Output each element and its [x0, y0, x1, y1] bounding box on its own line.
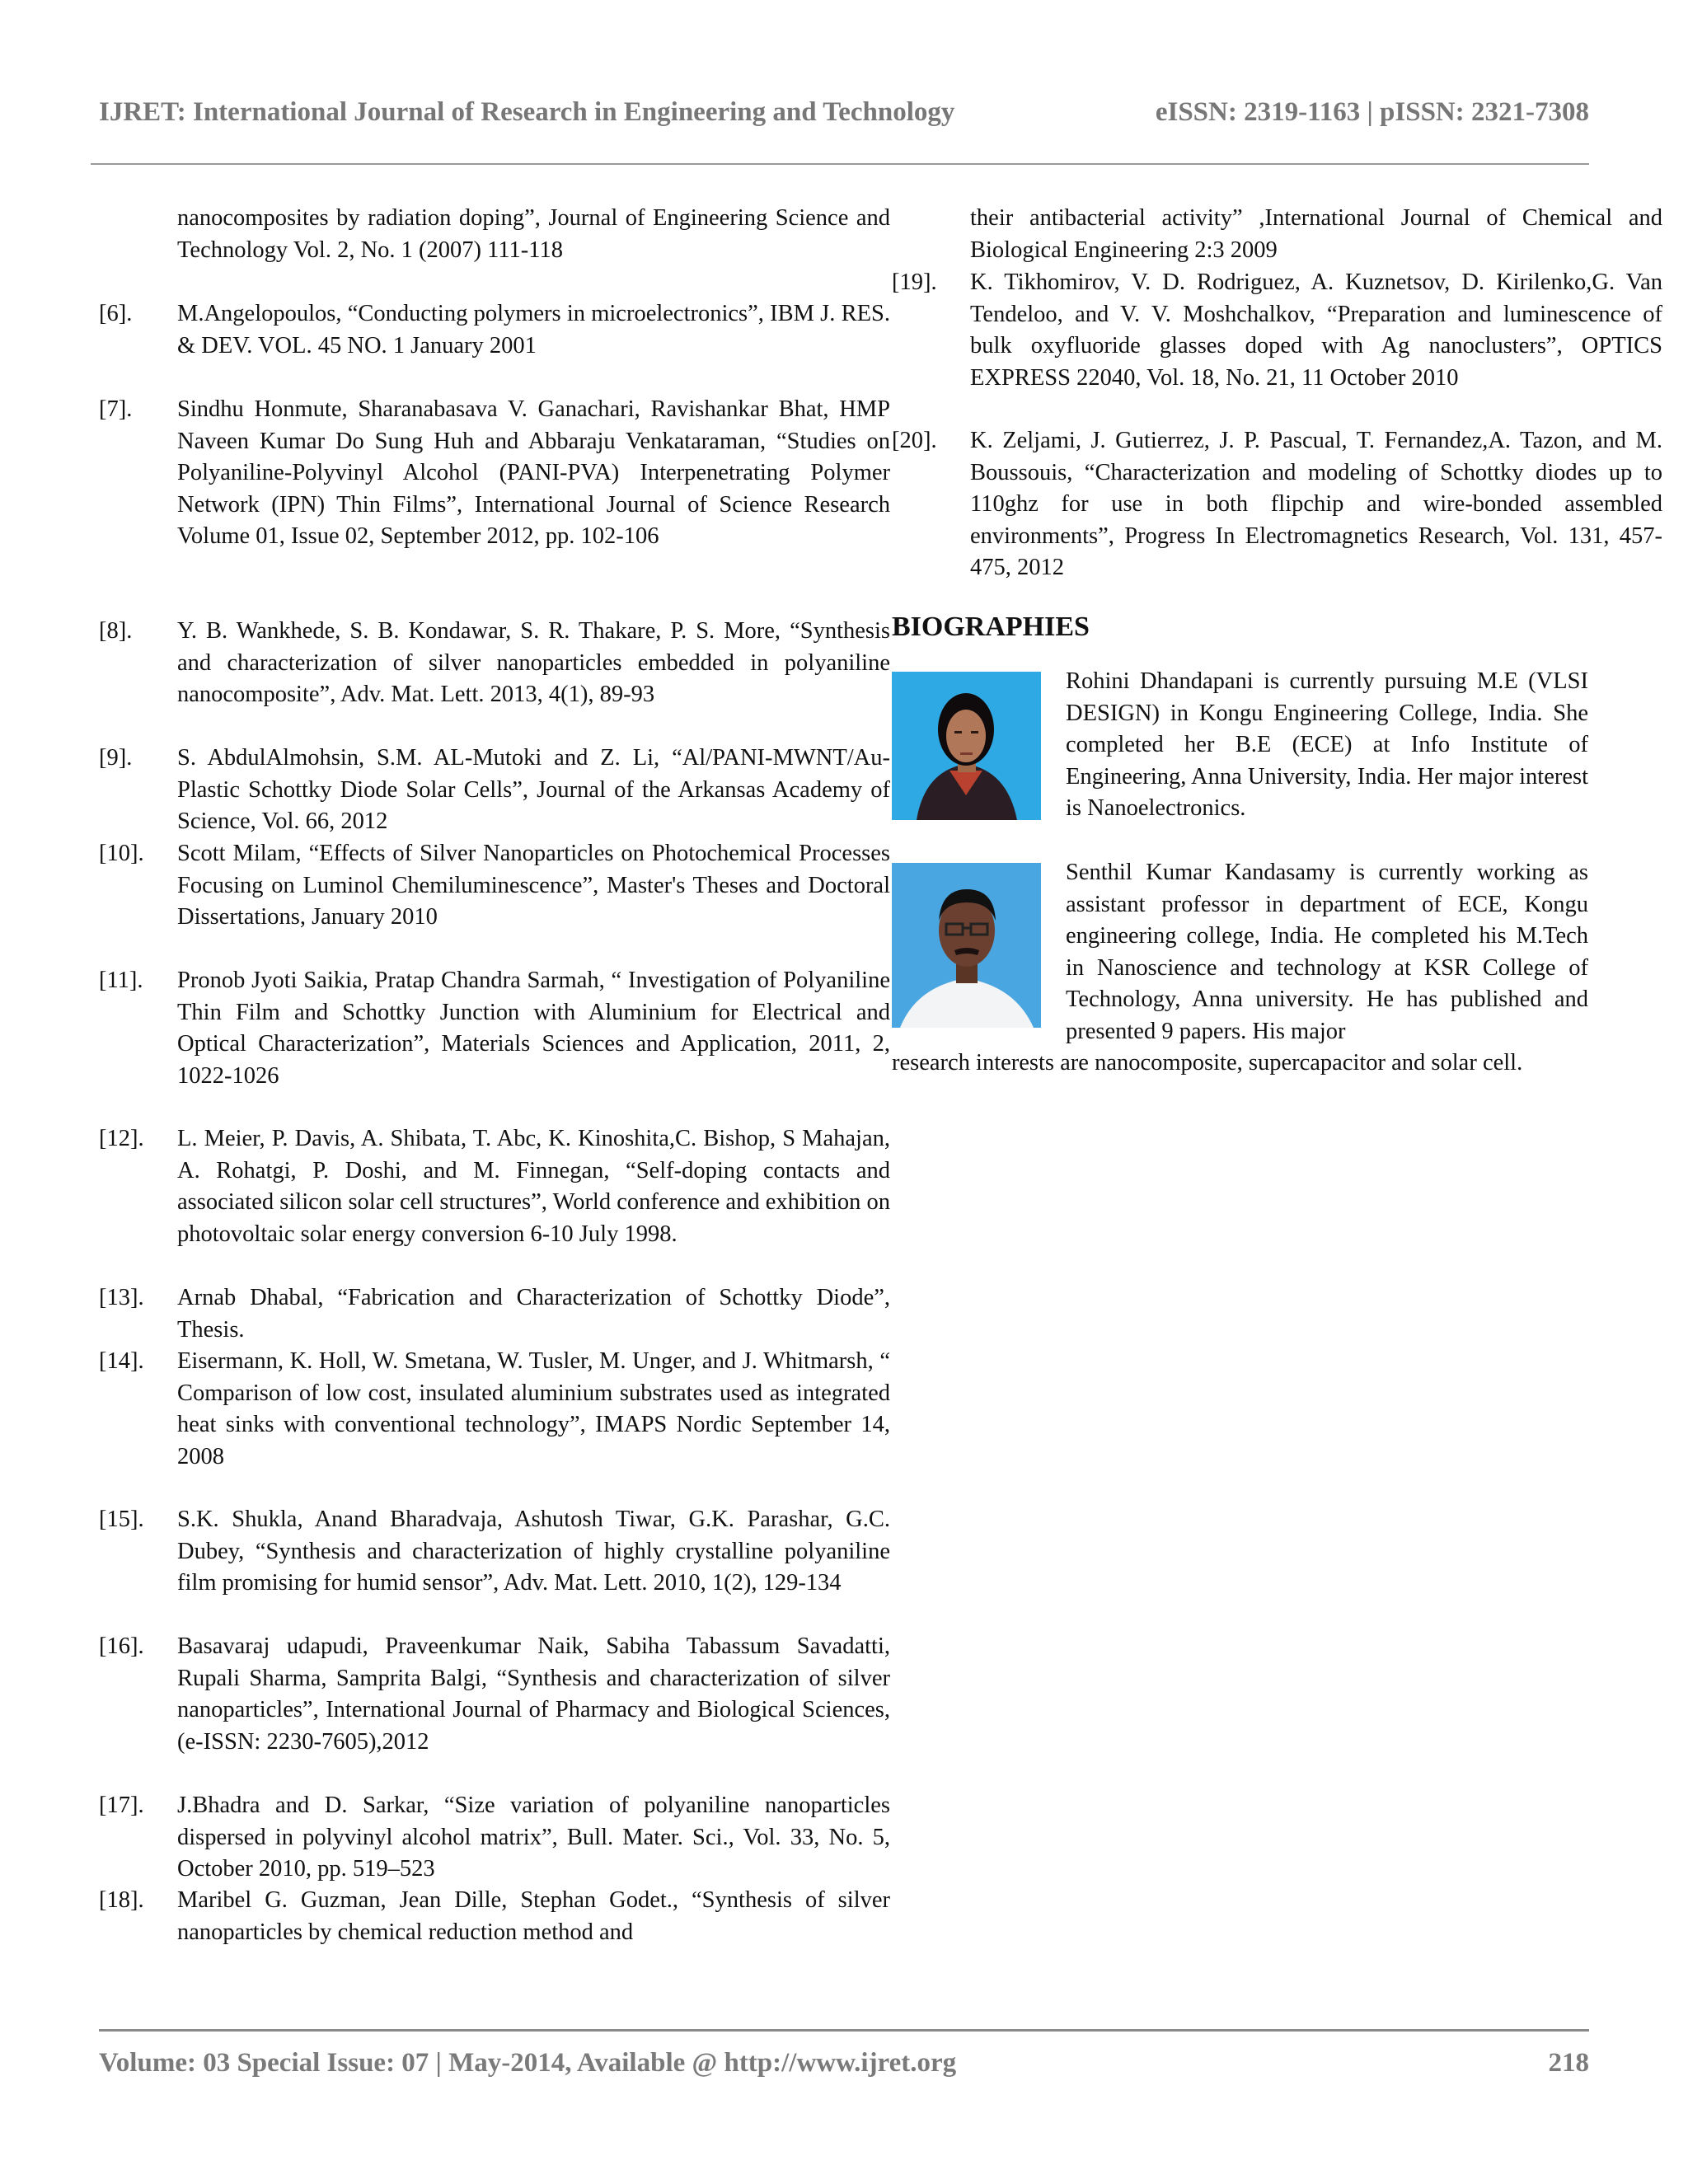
reference-text: Maribel G. Guzman, Jean Dille, Stephan Godet., “Synthesis of silver nanoparticles by chemical reduction method and: [177, 1887, 890, 1945]
bio-rohini-text: Rohini Dhandapani is currently pursuing M.E (VLSI DESIGN) in Kongu Engineering College, India. She completed her B.E (ECE) at Info Institute of Engineering, Anna University, India. Her major interest is Nanoelectronics.: [1066, 668, 1588, 821]
author-photo-senthil: [892, 863, 1041, 1028]
reference-number: [9].: [99, 745, 133, 771]
bio-senthil-text: Senthil Kumar Kandasamy is currently working as assistant professor in department of ECE, Kongu engineering college, India. He completed his M.Tech in Nanoscience and technology at KSR College of Technology, Anna university. He has published and presented 9 papers. His major: [1066, 860, 1588, 1044]
reference-number: [14].: [99, 1348, 144, 1374]
portrait-woman-image: [892, 672, 1041, 820]
author-photo-rohini: [892, 672, 1041, 820]
journal-title: IJRET: International Journal of Research in Engineering and Technology: [99, 97, 955, 127]
reference-number: [7].: [99, 396, 133, 422]
reference-text: K. Tikhomirov, V. D. Rodriguez, A. Kuznetsov, D. Kirilenko,G. Van Tendeloo, and V. V. Moshchalkov, “Preparation and luminescence of bulk oxyfluoride glasses doped with Ag nanoclusters”, OPTICS EXPRESS 22040, Vol. 18, No. 21, 11 October 2010: [970, 269, 1662, 391]
reference-text: K. Zeljami, J. Gutierrez, J. P. Pascual, T. Fernandez,A. Tazon, and M. Boussouis, “Characterization and modeling of Schottky diodes up to 110ghz for use in both flipchip and wire-bonded assembled environments”, Progress In Electromagnetics Research, Vol. 131, 457-475, 2012: [970, 428, 1662, 580]
reference-number: [15].: [99, 1507, 144, 1532]
page-header: [99, 97, 1589, 137]
reference-number: [10].: [99, 841, 144, 866]
reference-number: [20].: [892, 428, 937, 453]
reference-number: [16].: [99, 1633, 144, 1659]
volume-info: Volume: 03 Special Issue: 07 | May-2014, Available @ http://www.ijret.org: [99, 2048, 957, 2078]
reference-text: their antibacterial activity” ,International Journal of Chemical and Biological Engineering 2:3 2009: [970, 205, 1662, 263]
page-footer: [99, 2048, 1589, 2088]
reference-text: Y. B. Wankhede, S. B. Kondawar, S. R. Thakare, P. S. More, “Synthesis and characterization of silver nanoparticles embedded in polyaniline nanocomposite”, Adv. Mat. Lett. 2013, 4(1), 89-93: [177, 618, 890, 707]
reference-number: [18].: [99, 1887, 144, 1913]
reference-number: [17].: [99, 1793, 144, 1818]
reference-text: Arnab Dhabal, “Fabrication and Characterization of Schottky Diode”, Thesis.: [177, 1285, 890, 1343]
reference-number: [6].: [99, 301, 133, 326]
bio-senthil-text-continued: research interests are nanocomposite, supercapacitor and solar cell.: [892, 1050, 1523, 1076]
header-divider: [91, 163, 1589, 165]
reference-text: L. Meier, P. Davis, A. Shibata, T. Abc, K. Kinoshita,C. Bishop, S Mahajan, A. Rohatgi, P. Doshi, and M. Finnegan, “Self-doping contacts and associated silicon solar cell structures”, World conference and exhibition on photovoltaic solar energy conversion 6-10 July 1998.: [177, 1126, 890, 1247]
reference-text: Sindhu Honmute, Sharanabasava V. Ganachari, Ravishankar Bhat, HMP Naveen Kumar Do Sung Huh and Abbaraju Venkataraman, “Studies on Polyaniline-Polyvinyl Alcohol (PANI-PVA) Interpenetrating Polymer Network (IPN) Thin Films”, International Journal of Science Research Volume 01, Issue 02, September 2012, pp. 102-106: [177, 396, 890, 549]
reference-text: S. AbdulAlmohsin, S.M. AL-Mutoki and Z. Li, “Al/PANI-MWNT/Au-Plastic Schottky Diode Solar Cells”, Journal of the Arkansas Academy of Science, Vol. 66, 2012: [177, 745, 890, 834]
reference-text: M.Angelopoulos, “Conducting polymers in microelectronics”, IBM J. RES. & DEV. VOL. 45 NO. 1 January 2001: [177, 301, 890, 359]
reference-text: Basavaraj udapudi, Praveenkumar Naik, Sabiha Tabassum Savadatti, Rupali Sharma, Samprita Balgi, “Synthesis and characterization of silver nanoparticles”, International Journal of Pharmacy and Biological Sciences, (e-ISSN: 2230-7605),2012: [177, 1633, 890, 1755]
reference-text: S.K. Shukla, Anand Bharadvaja, Ashutosh Tiwar, G.K. Parashar, G.C. Dubey, “Synthesis and characterization of highly crystalline polyaniline film promising for humid sensor”, Adv. Mat. Lett. 2010, 1(2), 129-134: [177, 1507, 890, 1596]
reference-number: [8].: [99, 618, 133, 644]
reference-number: [19].: [892, 269, 937, 295]
biographies-heading: BIOGRAPHIES: [892, 612, 1090, 642]
page-number: 218: [1548, 2048, 1589, 2078]
portrait-man-image: [892, 863, 1041, 1028]
footer-divider: [99, 2029, 1589, 2032]
reference-text: Scott Milam, “Effects of Silver Nanoparticles on Photochemical Processes Focusing on Luminol Chemiluminescence”, Master's Theses and Doctoral Dissertations, January 2010: [177, 841, 890, 930]
issn-numbers: eISSN: 2319-1163 | pISSN: 2321-7308: [1155, 97, 1589, 127]
reference-text: nanocomposites by radiation doping”, Journal of Engineering Science and Technology Vol. 2, No. 1 (2007) 111-118: [177, 205, 890, 263]
reference-number: [12].: [99, 1126, 144, 1151]
reference-number: [11].: [99, 968, 143, 993]
reference-text: J.Bhadra and D. Sarkar, “Size variation of polyaniline nanoparticles dispersed in polyvinyl alcohol matrix”, Bull. Mater. Sci., Vol. 33, No. 5, October 2010, pp. 519–523: [177, 1793, 890, 1882]
reference-number: [13].: [99, 1285, 144, 1310]
reference-text: Eisermann, K. Holl, W. Smetana, W. Tusler, M. Unger, and J. Whitmarsh, “ Comparison of low cost, insulated aluminium substrates used as integrated heat sinks with conventional technology”, IMAPS Nordic September 14, 2008: [177, 1348, 890, 1469]
reference-text: Pronob Jyoti Saikia, Pratap Chandra Sarmah, “ Investigation of Polyaniline Thin Film and Schottky Junction with Aluminium for Electrical and Optical Characterization”, Materials Sciences and Application, 2011, 2, 1022-1026: [177, 968, 890, 1089]
